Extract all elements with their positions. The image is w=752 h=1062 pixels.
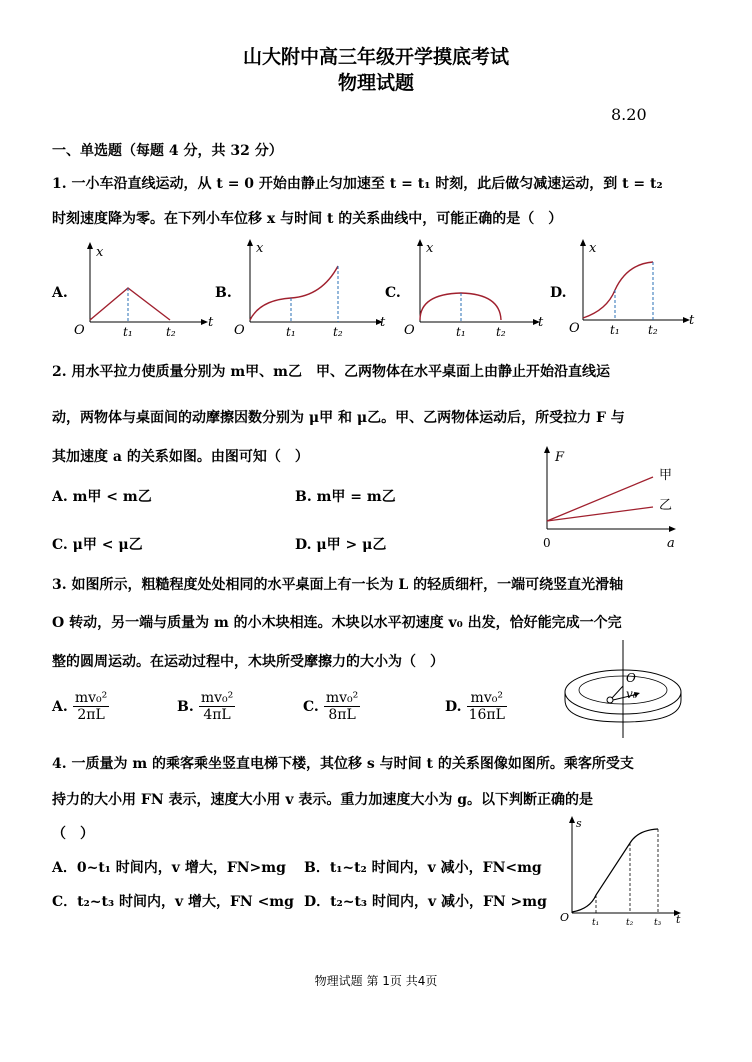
q2-a-label: a (667, 536, 675, 551)
page-footer: 物理试题 第 1页 共4页 (314, 974, 438, 988)
q4-option-c[interactable]: C．t₂~t₃ 时间内，v 增大，FN <mg (52, 894, 294, 910)
q1-option-c-label: C. (385, 285, 401, 301)
q3-text-line2: O 转动，另一端与质量为 m 的小木块相连。木块以水平初速度 v₀ 出发，恰好能完成一个完 (52, 615, 622, 631)
q2-text-line3: 其加速度 a 的关系如图。由图可知（ ） (52, 449, 309, 465)
q1a-t2: t₂ (166, 325, 176, 339)
q3-a-num: mv₀² (74, 690, 108, 706)
q3-text-line1: 3. 如图所示，粗糙程度处处相同的水平桌面上有一长为 L 的轻质细杆，一端可绕竖直光滑轴 (52, 577, 624, 593)
q4-text-line2: 持力的大小用 FN 表示，速度大小用 v 表示。重力加速度大小为 g。以下判断正确的是 (52, 792, 594, 808)
q1c-t1: t₁ (456, 325, 466, 339)
q3-disk-figure (560, 640, 690, 740)
q4-graph (560, 815, 690, 930)
q1c-x-label: x (426, 241, 434, 256)
q3-option-c-label: C. (303, 699, 319, 715)
q1b-origin: O (234, 323, 245, 338)
q2-text-line2: 动，两物体与桌面间的动摩擦因数分别为 μ甲 和 μ乙。甲、乙两物体运动后，所受拉力 F 与 (52, 410, 625, 426)
q4-text-line3: （ ） (52, 826, 94, 842)
q1a-t1: t₁ (123, 325, 133, 339)
q2-F-label: F (555, 450, 565, 465)
q1c-origin: O (404, 323, 415, 338)
exam-date: 8.20 (611, 105, 647, 124)
q3-O-label: O (626, 671, 636, 685)
q1b-t-label: t (380, 315, 386, 330)
q4-text-line1: 4. 一质量为 m 的乘客乘坐竖直电梯下楼，其位移 s 与时间 t 的关系图像如图所。乘客所受支 (52, 756, 634, 772)
q3-option-d-label: D. (445, 699, 462, 715)
q3-option-c[interactable] (303, 690, 360, 723)
q1-graph-a (70, 240, 215, 340)
q1a-origin: O (74, 323, 85, 338)
q3-option-b-label: B. (177, 699, 194, 715)
q3-option-d[interactable] (445, 690, 507, 723)
q1d-origin: O (569, 321, 580, 336)
q1-text-line2: 时刻速度降为零。在下列小车位移 x 与时间 t 的关系曲线中，可能正确的是（ ） (52, 211, 563, 227)
q2-option-b[interactable]: B. m甲 = m乙 (295, 489, 396, 505)
q1-option-b-label: B. (215, 285, 232, 301)
q4-option-a[interactable]: A．0~t₁ 时间内，v 增大，FN>mg (52, 860, 286, 876)
q4-t1: t₁ (592, 918, 600, 928)
q4-option-b[interactable]: B．t₁~t₂ 时间内，v 减小，FN<mg (304, 860, 542, 876)
q1b-x-label: x (256, 241, 264, 256)
page-title: 山大附中高三年级开学摸底考试 (242, 46, 509, 68)
q1c-t2: t₂ (496, 325, 506, 339)
q3-c-den: 8πL (328, 707, 356, 723)
q2-option-c[interactable]: C. μ甲 < μ乙 (52, 537, 143, 553)
q1d-t2: t₂ (648, 323, 658, 337)
q3-text-line3: 整的圆周运动。在运动过程中，木块所受摩擦力的大小为（ ） (52, 654, 444, 670)
q2-yi-label: 乙 (659, 498, 673, 513)
q1d-t-label: t (689, 313, 695, 328)
q3-b-den: 4πL (203, 707, 231, 723)
q3-d-den: 16πL (468, 707, 505, 723)
q1-graph-b (230, 240, 390, 340)
q2-graph (535, 447, 685, 557)
q1d-t1: t₁ (610, 323, 620, 337)
q1-text-line1: 1. 一小车沿直线运动，从 t = 0 开始由静止匀加速至 t = t₁ 时刻，此后做匀减速运动，到 t = t₂ (52, 176, 663, 192)
q1-option-a-label: A. (52, 285, 68, 301)
q1c-t-label: t (538, 315, 544, 330)
page-subtitle: 物理试题 (337, 72, 414, 94)
section-heading: 一、单选题（每题 4 分，共 32 分） (52, 143, 283, 159)
q4-t3: t₃ (654, 918, 662, 928)
q1-graph-d (565, 240, 705, 340)
q1b-t1: t₁ (286, 325, 296, 339)
q4-s-label: s (576, 817, 582, 830)
q4-t-label: t (676, 913, 681, 926)
q4-t2: t₂ (626, 918, 634, 928)
q2-origin: 0 (543, 536, 551, 550)
q4-option-d[interactable]: D．t₂~t₃ 时间内，v 减小，FN >mg (304, 894, 547, 910)
q1a-x-label: x (96, 245, 104, 260)
q1-graph-c (400, 240, 550, 340)
q2-option-a[interactable]: A. m甲 < m乙 (52, 489, 152, 505)
q3-d-num: mv₀² (467, 690, 507, 707)
q3-c-num: mv₀² (325, 690, 359, 706)
q3-option-a-label: A. (52, 699, 68, 715)
q1b-t2: t₂ (333, 325, 343, 339)
q3-v0-label: v₀ (626, 687, 638, 701)
q2-jia-label: 甲 (659, 468, 673, 483)
q2-option-d[interactable]: D. μ甲 > μ乙 (295, 537, 387, 553)
q1-option-d-label: D. (550, 285, 567, 301)
q3-option-b[interactable] (177, 690, 235, 723)
q4-origin: O (560, 911, 570, 924)
q2-text-line1: 2. 用水平拉力使质量分别为 m甲、m乙 甲、乙两物体在水平桌面上由静止开始沿直线运 (52, 364, 610, 380)
q3-b-num: mv₀² (200, 690, 234, 706)
q3-a-den: 2πL (77, 707, 105, 723)
q3-option-a[interactable] (52, 690, 109, 723)
q1d-x-label: x (589, 241, 597, 256)
q1a-t-label: t (208, 315, 214, 330)
